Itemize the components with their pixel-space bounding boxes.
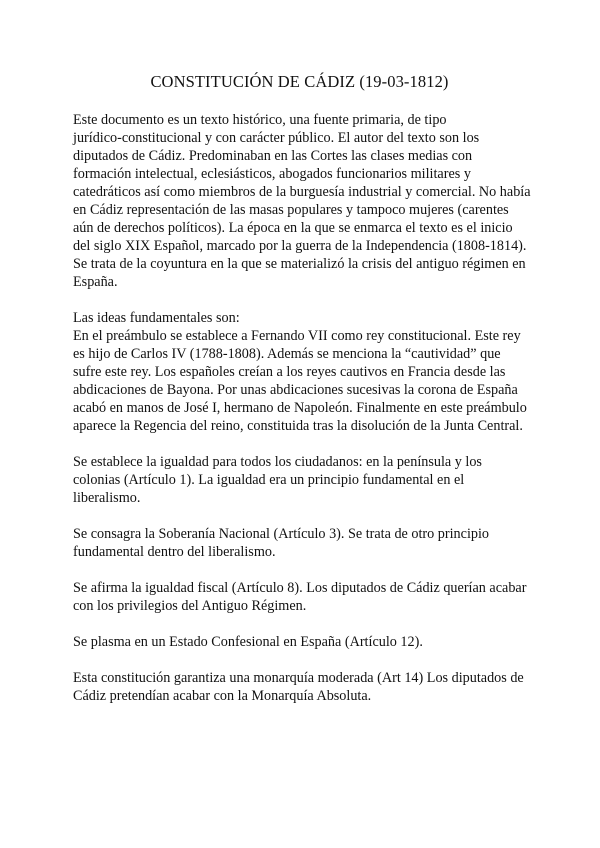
text-line: fundamental dentro del liberalismo. xyxy=(73,544,276,560)
text-line: Se consagra la Soberanía Nacional (Artículo 3). Se trata de otro principio xyxy=(73,526,490,542)
text-line: abdicaciones de Bayona. Por unas abdicaciones sucesivas la corona de España xyxy=(73,382,518,398)
text-line: Se afirma la igualdad fiscal (Artículo 8). Los diputados de Cádiz querían acabar xyxy=(73,580,527,596)
paragraph-fiscal-equality xyxy=(73,579,526,615)
text-line: con los privilegios del Antiguo Régimen. xyxy=(73,598,307,614)
text-line: formación intelectual, eclesiásticos, abogados funcionarios militares y xyxy=(73,166,471,182)
text-line: aún de derechos políticos). La época en la que se enmarca el texto es el inicio xyxy=(73,220,513,236)
text-line: En el preámbulo se establece a Fernando VII como rey constitucional. Este rey xyxy=(73,328,521,344)
text-line: catedráticos así como miembros de la burguesía industrial y comercial. No había xyxy=(73,184,531,200)
text-line: Cádiz pretendían acabar con la Monarquía Absoluta. xyxy=(73,688,372,704)
text-line: liberalismo. xyxy=(73,490,141,506)
text-line: del siglo XIX Español, marcado por la guerra de la Independencia (1808-1814). xyxy=(73,238,527,254)
text-line: acabó en manos de José I, hermano de Napoleón. Finalmente en este preámbulo xyxy=(73,400,527,416)
paragraph-equality xyxy=(73,453,526,507)
text-line: en Cádiz representación de las masas populares y tampoco mujeres (carentes xyxy=(73,202,509,218)
text-line: Este documento es un texto histórico, una fuente primaria, de tipo xyxy=(73,112,447,128)
document-title: CONSTITUCIÓN DE CÁDIZ (19-03-1812) xyxy=(150,72,449,91)
paragraph-preamble xyxy=(73,309,526,435)
text-line: Se plasma en un Estado Confesional en España (Artículo 12). xyxy=(73,634,423,650)
text-line: Se trata de la coyuntura en la que se materializó la crisis del antiguo régimen en xyxy=(73,256,526,272)
paragraph-confessional-state xyxy=(73,633,526,651)
text-line: Se establece la igualdad para todos los ciudadanos: en la península y los xyxy=(73,454,482,470)
paragraph-sovereignty xyxy=(73,525,526,561)
text-line: es hijo de Carlos IV (1788-1808). Además se menciona la “cautividad” que xyxy=(73,346,501,362)
paragraph-introduction xyxy=(73,111,531,291)
paragraph-moderate-monarchy xyxy=(73,669,526,705)
text-line: diputados de Cádiz. Predominaban en las Cortes las clases medias con xyxy=(73,148,473,164)
text-line: aparece la Regencia del reino, constituida tras la disolución de la Junta Central. xyxy=(73,418,523,434)
text-line: España. xyxy=(73,274,118,290)
text-line: colonias (Artículo 1). La igualdad era un principio fundamental en el xyxy=(73,472,465,488)
text-line: sufre este rey. Los españoles creían a los reyes cautivos en Francia desde las xyxy=(73,364,506,380)
text-line: jurídico-constitucional y con carácter público. El autor del texto son los xyxy=(73,130,480,146)
text-line: Las ideas fundamentales son: xyxy=(73,310,240,326)
text-line: Esta constitución garantiza una monarquía moderada (Art 14) Los diputados de xyxy=(73,670,524,686)
